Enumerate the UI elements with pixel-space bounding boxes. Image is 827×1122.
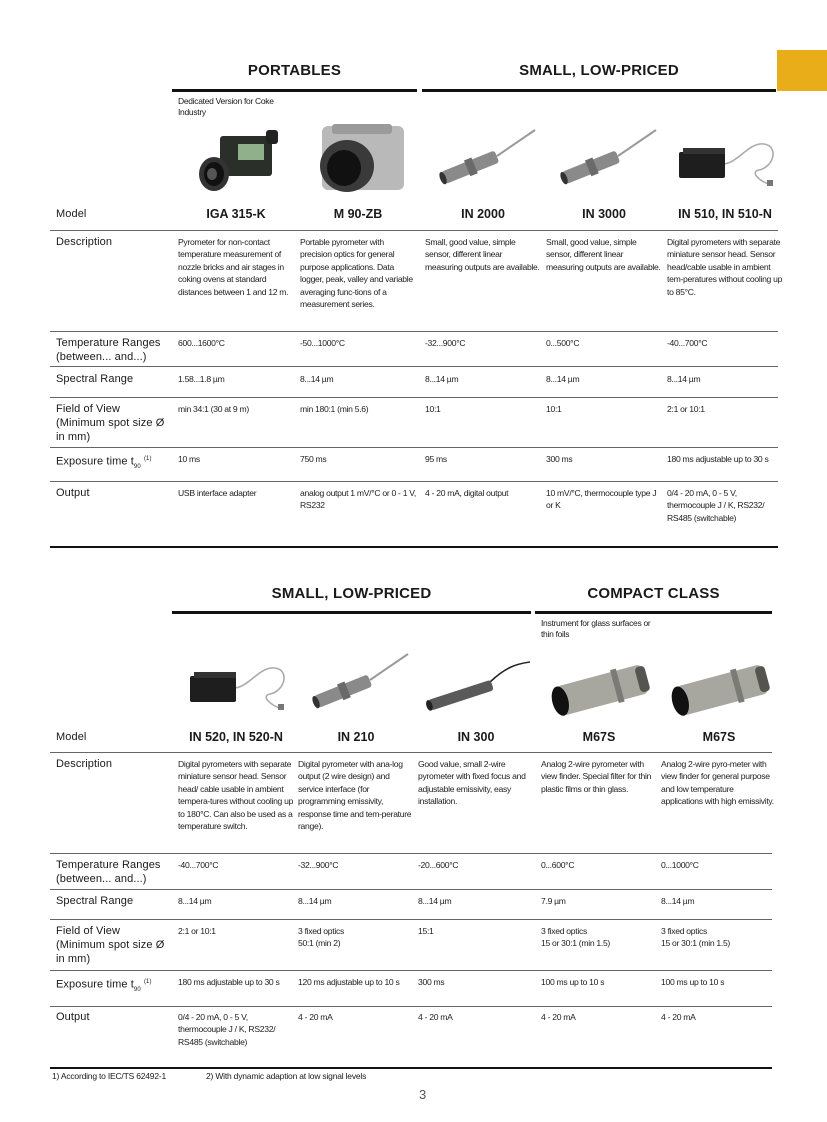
row-divider bbox=[50, 230, 778, 231]
product-image-thin-sensor-cable bbox=[420, 646, 530, 724]
spec-description: Portable pyrometer with precision optics for general purpose applications. Data logger, peak, valley and variable averaging func-tions of a measurement series. bbox=[300, 237, 413, 310]
group-divider bbox=[422, 89, 776, 92]
product-model: M67S bbox=[582, 730, 616, 744]
group-divider bbox=[172, 611, 531, 614]
spec-output: 0/4 - 20 mA, 0 - 5 V, thermocouple J / K, RS232/ RS485 (switchable) bbox=[178, 1012, 276, 1047]
row-label-exposure bbox=[56, 975, 171, 997]
spec-exposure: 100 ms up to 10 s bbox=[541, 977, 605, 987]
spec-temperature: 0...600°C bbox=[541, 860, 575, 870]
product-model: IGA 315-K bbox=[206, 207, 266, 221]
spec-spectral: 8...14 µm bbox=[661, 896, 695, 906]
row-divider bbox=[50, 853, 772, 854]
row-divider bbox=[50, 752, 772, 753]
spec-exposure: 750 ms bbox=[300, 454, 327, 464]
row-label-exposure bbox=[56, 452, 171, 474]
spec-exposure: 300 ms bbox=[546, 454, 573, 464]
spec-output: 4 - 20 mA bbox=[661, 1012, 696, 1022]
product-model: IN 210 bbox=[337, 730, 375, 744]
spec-description: Analog 2-wire pyro-meter with view finder for general purpose and low temperature applications with high emissivity. bbox=[661, 759, 774, 807]
row-divider bbox=[50, 919, 772, 920]
spec-spectral: 8...14 µm bbox=[425, 374, 459, 384]
spec-spectral: 8...14 µm bbox=[667, 374, 701, 384]
spec-fov: 10:1 bbox=[546, 404, 562, 414]
product-image-box-camera-pyrometer bbox=[180, 122, 290, 200]
spec-spectral: 7.9 µm bbox=[541, 896, 566, 906]
product-image-steel-cylinder-pyrometer bbox=[663, 646, 773, 724]
accent-tab bbox=[777, 50, 827, 91]
row-divider bbox=[50, 481, 778, 482]
spec-output: 4 - 20 mA, digital output bbox=[425, 488, 509, 498]
spec-exposure: 95 ms bbox=[425, 454, 447, 464]
spec-description: Digital pyrometers with separate miniature sensor head. Sensor head/ cable usable in ambient tempera-tures without cooling up to 180°C. Can also be used as a temperature switch. bbox=[178, 759, 294, 832]
spec-fov: 3 fixed optics 15 or 30:1 (min 1.5) bbox=[541, 926, 610, 949]
footnote-2: 2) With dynamic adaption at low signal levels bbox=[206, 1071, 367, 1081]
spec-temperature: -40...700°C bbox=[178, 860, 219, 870]
group-title: SMALL, LOW-PRICED bbox=[519, 62, 679, 79]
exposure-footnote-ref: (1) bbox=[143, 979, 152, 985]
group-title: PORTABLES bbox=[247, 62, 342, 79]
product-image-cylinder-sensor-cable bbox=[300, 646, 410, 724]
page-number: 3 bbox=[419, 1087, 427, 1102]
footnote-1: 1) According to IEC/TS 62492-1 bbox=[52, 1071, 167, 1081]
group-divider bbox=[172, 89, 417, 92]
spec-temperature: -40...700°C bbox=[667, 338, 708, 348]
spec-exposure: 300 ms bbox=[418, 977, 445, 987]
group-title: COMPACT CLASS bbox=[587, 585, 720, 602]
spec-temperature: -32...900°C bbox=[298, 860, 339, 870]
spec-exposure: 180 ms adjustable up to 30 s bbox=[667, 454, 769, 464]
spec-spectral: 8...14 µm bbox=[546, 374, 580, 384]
exposure-label-sub: 90 bbox=[133, 463, 141, 470]
exposure-label-text: Exposure time t bbox=[56, 455, 134, 468]
spec-fov: min 34:1 (30 at 9 m) bbox=[178, 404, 249, 414]
spec-spectral: 8...14 µm bbox=[300, 374, 334, 384]
spec-description: Digital pyrometer with ana-log output (2 wire design) and service interface (for programming emissivity, response time and tem-perature range). bbox=[298, 759, 412, 832]
spec-exposure: 120 ms adjustable up to 10 s bbox=[298, 977, 400, 987]
product-model: IN 3000 bbox=[582, 207, 626, 221]
row-label-spectral: Spectral Range bbox=[56, 373, 134, 385]
spec-description: Digital pyrometers with separate miniature sensor head. Sensor head/cable usable in ambient tem-peratures without cooling up to 85°C. bbox=[667, 237, 783, 297]
spec-output: 0/4 - 20 mA, 0 - 5 V, thermocouple J / K, RS232/ RS485 (switchable) bbox=[667, 488, 765, 523]
product-image-box-with-cable bbox=[669, 122, 779, 200]
product-model: IN 520, IN 520-N bbox=[189, 730, 283, 744]
spec-exposure: 10 ms bbox=[178, 454, 200, 464]
spec-output: 4 - 20 mA bbox=[541, 1012, 576, 1022]
row-divider bbox=[50, 366, 778, 367]
product-image-cylinder-sensor-cable bbox=[548, 122, 658, 200]
spec-description: Small, good value, simple sensor, different linear measuring outputs are available. bbox=[546, 237, 661, 272]
exposure-footnote-ref: (1) bbox=[143, 456, 152, 462]
product-image-cylinder-sensor-cable bbox=[427, 122, 537, 200]
product-model: IN 2000 bbox=[461, 207, 505, 221]
spec-output: USB interface adapter bbox=[178, 488, 257, 498]
row-label-fov: Field of View (Minimum spot size Ø in mm) bbox=[56, 925, 165, 965]
exposure-label-text: Exposure time t bbox=[56, 978, 134, 991]
product-model: IN 510, IN 510-N bbox=[678, 207, 772, 221]
row-divider bbox=[50, 970, 772, 971]
spec-exposure: 180 ms adjustable up to 30 s bbox=[178, 977, 280, 987]
spec-description: Good value, small 2-wire pyrometer with fixed focus and adjustable emissivity, easy installation. bbox=[418, 759, 526, 807]
spec-exposure: 100 ms up to 10 s bbox=[661, 977, 725, 987]
row-divider bbox=[50, 1006, 772, 1007]
row-label-fov: Field of View (Minimum spot size Ø in mm) bbox=[56, 403, 165, 443]
row-label-output: Output bbox=[56, 1011, 90, 1023]
spec-temperature: -20...600°C bbox=[418, 860, 459, 870]
group-divider bbox=[535, 611, 772, 614]
row-label-description: Description bbox=[56, 236, 113, 248]
table-bottom-rule bbox=[50, 546, 778, 548]
spec-fov: 3 fixed optics 50:1 (min 2) bbox=[298, 926, 344, 949]
product-image-steel-cylinder-pyrometer bbox=[543, 646, 653, 724]
spec-description: Small, good value, simple sensor, different linear measuring outputs are available. bbox=[425, 237, 540, 272]
spec-temperature: 600...1600°C bbox=[178, 338, 225, 348]
group-title: SMALL, LOW-PRICED bbox=[271, 585, 432, 602]
spec-spectral: 8...14 µm bbox=[178, 896, 212, 906]
spec-spectral: 8...14 µm bbox=[298, 896, 332, 906]
row-divider bbox=[50, 397, 778, 398]
product-model: IN 300 bbox=[457, 730, 495, 744]
row-divider bbox=[50, 331, 778, 332]
spec-description: Pyrometer for non-contact temperature measurement of nozzle bricks and air stages in coking ovens at standard distances between 1 and 12 m. bbox=[178, 237, 289, 297]
row-label-temperature: Temperature Ranges (between... and...) bbox=[56, 337, 161, 363]
spec-fov: 3 fixed optics 15 or 30:1 (min 1.5) bbox=[661, 926, 730, 949]
product-model: M 90-ZB bbox=[333, 207, 383, 221]
exposure-label-sub: 90 bbox=[133, 986, 141, 993]
spec-output: 10 mV/°C, thermocouple type J or K bbox=[546, 488, 657, 511]
spec-fov: 2:1 or 10:1 bbox=[667, 404, 705, 414]
row-label-model: Model bbox=[56, 731, 87, 743]
product-note: Dedicated Version for Coke Industry bbox=[178, 96, 274, 117]
spec-temperature: -50...1000°C bbox=[300, 338, 345, 348]
row-divider bbox=[50, 889, 772, 890]
row-label-model: Model bbox=[56, 208, 87, 220]
spec-fov: 10:1 bbox=[425, 404, 441, 414]
spec-output: 4 - 20 mA bbox=[298, 1012, 333, 1022]
spec-fov: 2:1 or 10:1 bbox=[178, 926, 216, 936]
row-label-output: Output bbox=[56, 487, 90, 499]
product-image-portable-pyrometer bbox=[302, 122, 412, 200]
product-model: M67S bbox=[702, 730, 736, 744]
spec-spectral: 8...14 µm bbox=[418, 896, 452, 906]
spec-fov: 15:1 bbox=[418, 926, 434, 936]
spec-temperature: 0...500°C bbox=[546, 338, 580, 348]
spec-description: Analog 2-wire pyrometer with view finder. Special filter for thin plastic films or thin glass. bbox=[541, 759, 652, 794]
spec-fov: min 180:1 (min 5.6) bbox=[300, 404, 369, 414]
row-label-temperature: Temperature Ranges (between... and...) bbox=[56, 859, 161, 885]
product-image-box-with-cable bbox=[180, 646, 290, 724]
spec-output: 4 - 20 mA bbox=[418, 1012, 453, 1022]
product-note: Instrument for glass surfaces or thin foils bbox=[541, 618, 651, 639]
spec-spectral: 1.58...1.8 µm bbox=[178, 374, 225, 384]
footnote-divider bbox=[50, 1067, 772, 1069]
row-divider bbox=[50, 447, 778, 448]
row-label-description: Description bbox=[56, 758, 113, 770]
spec-temperature: -32...900°C bbox=[425, 338, 466, 348]
spec-temperature: 0...1000°C bbox=[661, 860, 699, 870]
row-label-spectral: Spectral Range bbox=[56, 895, 134, 907]
spec-output: analog output 1 mV/°C or 0 - 1 V, RS232 bbox=[300, 488, 416, 511]
